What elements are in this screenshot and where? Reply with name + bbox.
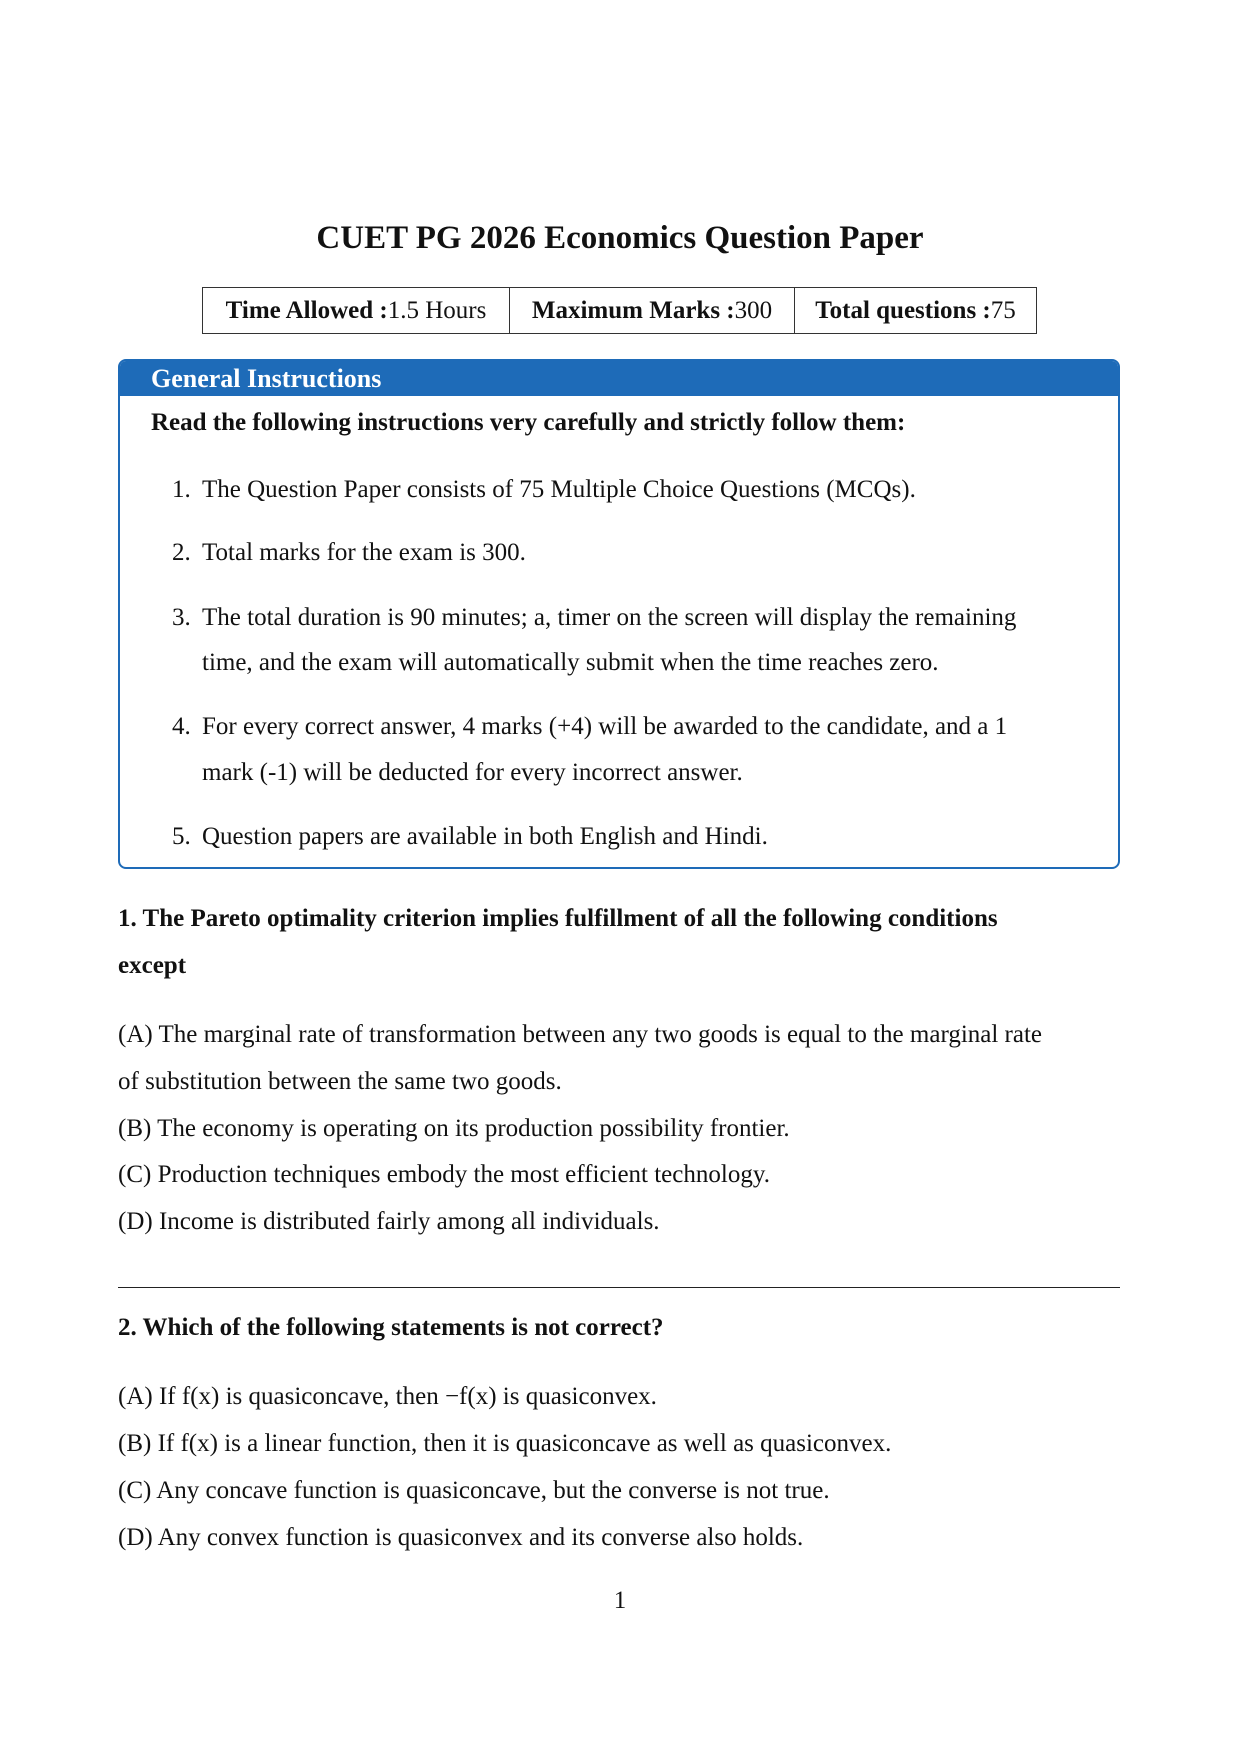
meta-value: 1.5 Hours [387, 296, 487, 324]
meta-value: 300 [734, 296, 773, 324]
question-1-option-b: (B) The economy is operating on its production possibility frontier. [118, 1115, 790, 1142]
question-1-option-a-cont: of substitution between the same two goods. [118, 1068, 562, 1095]
meta-time [203, 288, 510, 333]
instruction-number: 5. [172, 823, 191, 850]
instruction-item: Total marks for the exam is 300. [202, 539, 526, 566]
instruction-number: 3. [172, 604, 191, 631]
meta-label: Maximum Marks : [531, 296, 735, 324]
question-2-text: 2. Which of the following statements is not correct? [118, 1314, 664, 1341]
instruction-item-cont: time, and the exam will automatically submit when the time reaches zero. [202, 649, 939, 676]
page-number: 1 [613, 1587, 627, 1614]
meta-label: Time Allowed : [225, 296, 388, 324]
meta-marks [510, 288, 795, 333]
exam-meta-table [202, 287, 1037, 334]
question-1-option-a: (A) The marginal rate of transformation between any two goods is equal to the marginal rate [118, 1021, 1043, 1048]
instruction-number: 2. [172, 539, 191, 566]
instruction-item-cont: mark (-1) will be deducted for every incorrect answer. [202, 759, 743, 786]
instruction-item: For every correct answer, 4 marks (+4) will be awarded to the candidate, and a 1 [202, 713, 1008, 740]
question-divider [118, 1287, 1120, 1288]
question-1-option-c: (C) Production techniques embody the most efficient technology. [118, 1161, 770, 1188]
instructions-lead: Read the following instructions very carefully and strictly follow them: [151, 409, 906, 436]
question-1-text: 1. The Pareto optimality criterion implies fulfillment of all the following conditions [118, 905, 998, 932]
question-2-option-b: (B) If f(x) is a linear function, then it is quasiconcave as well as quasiconvex. [118, 1430, 892, 1457]
question-1-text-cont: except [118, 952, 187, 979]
page-title: CUET PG 2026 Economics Question Paper [316, 220, 924, 256]
instruction-number: 4. [172, 713, 191, 740]
instructions-heading: General Instructions [120, 361, 1118, 396]
meta-label: Total questions : [815, 296, 991, 324]
instruction-item: Question papers are available in both English and Hindi. [202, 823, 768, 850]
question-2-option-c: (C) Any concave function is quasiconcave, but the converse is not true. [118, 1477, 830, 1504]
question-1-option-d: (D) Income is distributed fairly among all individuals. [118, 1208, 660, 1235]
instruction-item: The total duration is 90 minutes; a, timer on the screen will display the remaining [202, 604, 1017, 631]
question-2-option-d: (D) Any convex function is quasiconvex and its converse also holds. [118, 1524, 804, 1551]
meta-questions [795, 288, 1036, 333]
meta-value: 75 [990, 296, 1016, 324]
instruction-item: The Question Paper consists of 75 Multiple Choice Questions (MCQs). [202, 476, 916, 503]
question-2-option-a: (A) If f(x) is quasiconcave, then −f(x) is quasiconvex. [118, 1383, 657, 1410]
instruction-number: 1. [172, 476, 191, 503]
